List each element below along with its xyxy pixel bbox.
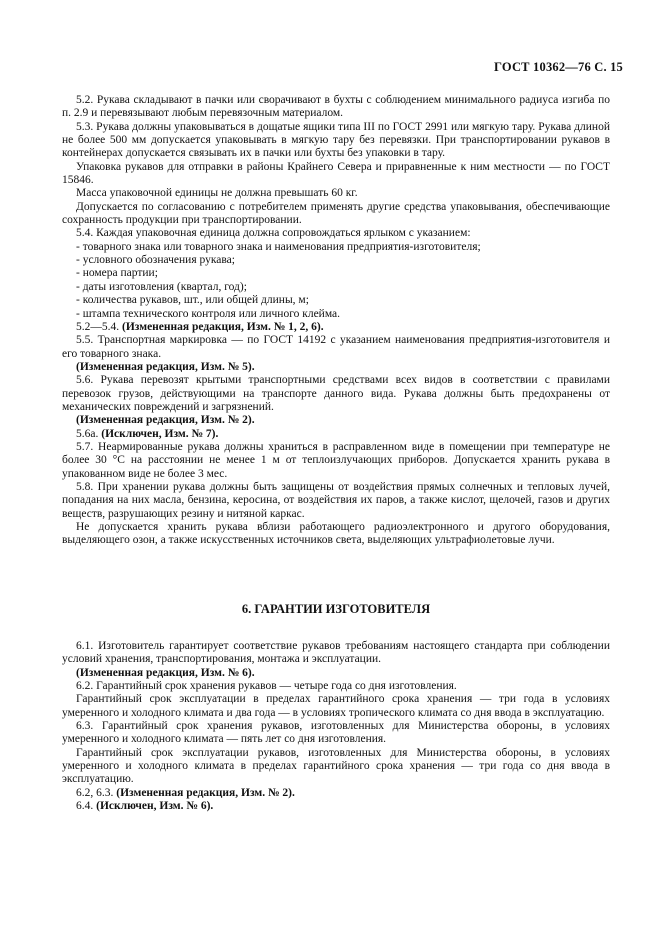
paragraph-defense-operation: Гарантийный срок эксплуатации рукавов, изготовленных для Министерства обороны, в условиях умеренного и холодного климата в пределах гарантийного срока хранения — три года со дня ввода в эксплуатацию. [62, 746, 610, 786]
amendment-ref: 6.4. [76, 800, 94, 813]
paragraph-north-packaging: Упаковка рукавов для отправки в районы Крайнего Севера и приравненные к ним местности — по ГОСТ 15846. [62, 160, 610, 187]
list-item: - штампа технического контроля или личного клейма. [76, 307, 341, 320]
list-item: - условного обозначения рукава; [76, 254, 235, 267]
amendment-ref: 5.6а. [76, 427, 99, 440]
paragraph-operation-warranty: Гарантийный срок эксплуатации в пределах гарантийного срока хранения — три года в условиях умеренного и холодного климата и два года — в условиях тропического климата со дня ввода в эксплуатацию. [62, 693, 610, 719]
paragraph-5-6: 5.6. Рукава перевозят крытыми транспортными средствами всех видов в соответствии с правилами перевозок грузов, действующими на транспорте данного вида. Рукава должны быть предохранены от механических повреждений и загрязнений. [62, 374, 610, 413]
amendment-note [62, 787, 610, 800]
paragraph-5-7: 5.7. Неармированные рукава должны храниться в расправленном виде в помещении при температуре не более 30 °С на расстоянии не менее 1 м от теплоизлучающих приборов. Допускается хранить рукава в упакованном виде не более 3 мес. [62, 440, 610, 480]
paragraph-6-1: 6.1. Изготовитель гарантирует соответствие рукавов требованиям настоящего стандарта при соблюдении условий хранения, транспортирования, монтажа и эксплуатации. [62, 640, 610, 666]
page-header: ГОСТ 10362—76 С. 15 [494, 60, 623, 74]
section-6-title: 6. ГАРАНТИИ ИЗГОТОВИТЕЛЯ [241, 602, 431, 616]
amendment-text: (Измененная редакция, Изм. № 2). [116, 786, 295, 799]
paragraph-5-5: 5.5. Транспортная маркировка — по ГОСТ 14192 с указанием наименования предприятия-изготовителя и его товарного знака. [62, 334, 610, 360]
amendment-note [62, 321, 610, 334]
amendment-text: (Измененная редакция, Изм. № 1, 2, 6). [122, 320, 324, 333]
section-6-body [62, 640, 610, 813]
amendment-note: (Измененная редакция, Изм. № 2). [76, 414, 255, 427]
paragraph-5-6a [62, 428, 610, 441]
list-item: - товарного знака или товарного знака и наименования предприятия-изготовителя; [76, 240, 481, 253]
paragraph-6-2: 6.2. Гарантийный срок хранения рукавов — четыре года со дня изготовления. [76, 680, 457, 693]
paragraph-5-3: 5.3. Рукава должны упаковываться в дощатые ящики типа III по ГОСТ 2991 или мягкую тару. Рукава длиной не более 500 мм допускается упаковывать в мягкую тару без перевязки. При транспортировании рукавов в контейнерах допускается связывать их в пачки или бухты без упаковки в тару. [62, 120, 610, 160]
amendment-note: (Измененная редакция, Изм. № 5). [76, 360, 255, 373]
paragraph-ozone: Не допускается хранить рукава вблизи работающего радиоэлектронного и другого оборудования, выделяющего озон, а также искусственных источников света, выделяющих ультрафиолетовые лучи. [62, 521, 610, 547]
paragraph-6-4 [62, 800, 610, 813]
section-5-body [62, 94, 610, 548]
amendment-ref: 5.2—5.4. [76, 320, 120, 333]
list-item: - номера партии; [76, 267, 158, 280]
paragraph-other-means: Допускается по согласованию с потребителем применять другие средства упаковывания, обеспечивающие сохранность продукции при транспортировании. [62, 200, 610, 227]
amendment-text: (Исключен, Изм. № 6). [96, 800, 214, 813]
paragraph-mass: Масса упаковочной единицы не должна превышать 60 кг. [76, 187, 358, 200]
list-item: - количества рукавов, шт., или общей длины, м; [76, 294, 309, 307]
paragraph-5-4: 5.4. Каждая упаковочная единица должна сопровождаться ярлыком с указанием: [76, 227, 471, 240]
paragraph-5-2: 5.2. Рукава складывают в пачки или сворачивают в бухты с соблюдением минимального радиуса изгиба по п. 2.9 и перевязывают любым перевязочным материалом. [62, 94, 610, 120]
list-item: - даты изготовления (квартал, год); [76, 280, 247, 293]
amendment-note: (Измененная редакция, Изм. № 6). [76, 666, 255, 679]
paragraph-5-8: 5.8. При хранении рукава должны быть защищены от воздействия прямых солнечных и тепловых лучей, попадания на них масла, бензина, керосина, от воздействия их паров, а также кислот, щелочей, газов и других веществ, разрушающих резину и нитяной каркас. [62, 480, 610, 520]
amendment-text: (Исключен, Изм. № 7). [101, 427, 219, 440]
paragraph-6-3: 6.3. Гарантийный срок хранения рукавов, изготовленных для Министерства обороны, в условиях умеренного и холодного климата — пять лет со дня изготовления. [62, 720, 610, 746]
amendment-ref: 6.2, 6.3. [76, 786, 114, 799]
